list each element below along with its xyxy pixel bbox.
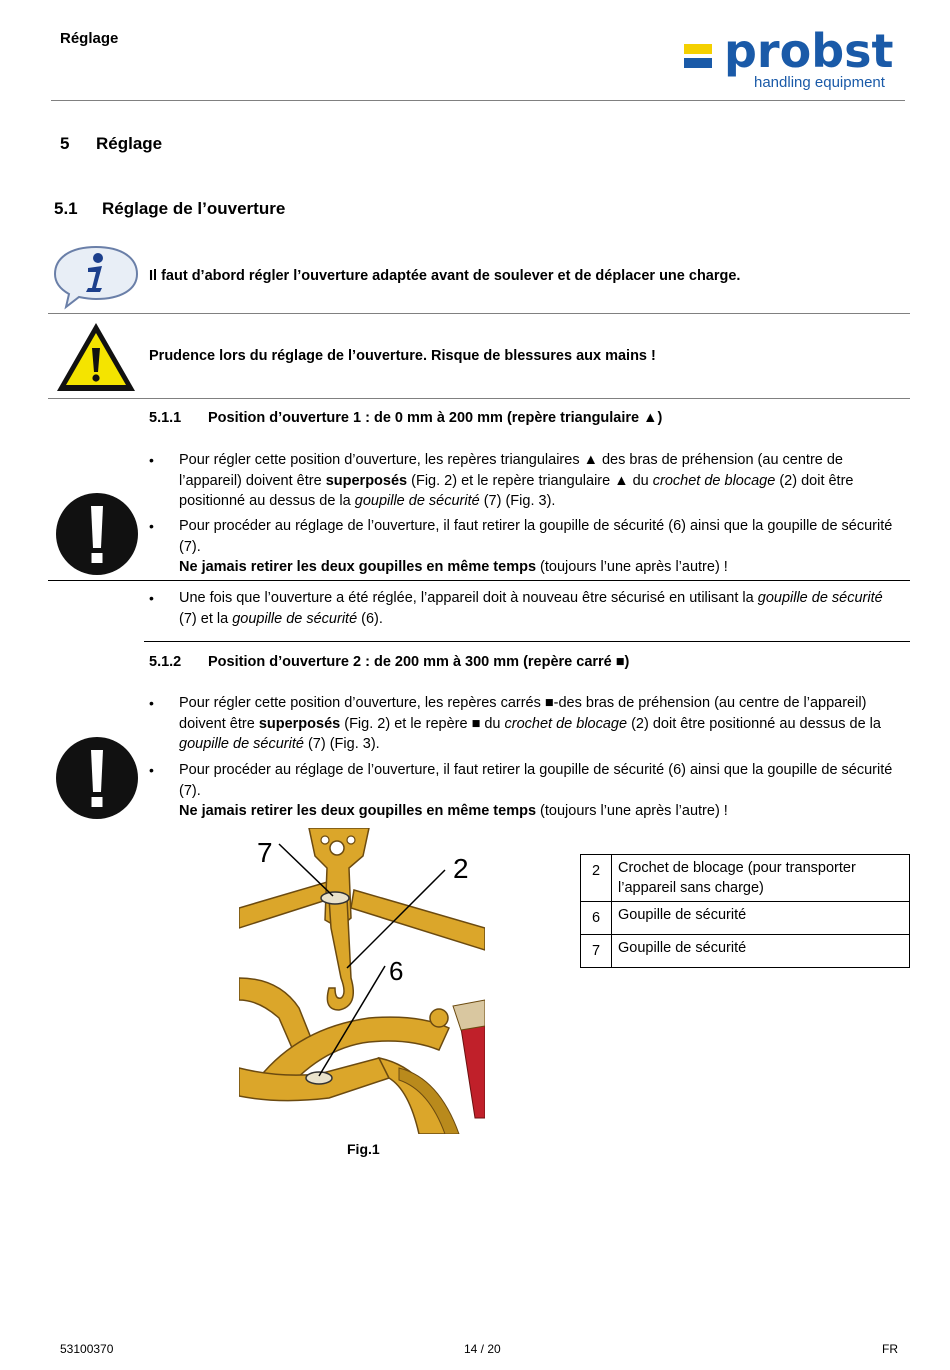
figure-caption: Fig.1	[347, 1141, 380, 1157]
sub1-bottom-rule	[144, 641, 910, 642]
legend-row	[581, 935, 910, 968]
legend-row	[581, 902, 910, 935]
bullet-marker: •	[149, 590, 154, 606]
text-run: (6).	[357, 610, 383, 627]
text-run: (Fig. 2) et le repère ■ du	[340, 715, 505, 732]
sub1-number: 5.1.1	[149, 410, 182, 426]
text-run: (2) doit être positionné au dessus de la	[627, 715, 881, 732]
text-run: Pour régler cette position d’ouverture, les repères triangulaires ▲ des bras de préhension (au centre de l’appareil) doivent être	[179, 452, 843, 489]
figure-1-illustration	[239, 828, 485, 1134]
subsection-number: 5.1	[54, 199, 78, 218]
legend-label: Goupille de sécurité	[612, 902, 910, 935]
text-run: (toujours l’une après l’autre) !	[536, 803, 728, 819]
text-run-italic: crochet de blocage	[504, 715, 628, 732]
legend-key: 7	[581, 935, 612, 968]
probst-logo	[684, 24, 896, 96]
text-run: (Fig. 2) et le repère triangulaire ▲ du	[407, 472, 653, 489]
header-title: Réglage	[60, 30, 119, 47]
legend-label: Goupille de sécurité	[612, 935, 910, 968]
info-icon	[52, 244, 140, 310]
sub1-bullet-3	[179, 588, 903, 629]
text-run: Pour procéder au réglage de l’ouverture, il faut retirer la goupille de sécurité (6) ainsi que la goupille de sécurité (7).	[179, 762, 893, 799]
text-run-bold: superposés	[325, 472, 408, 489]
text-run: (7) et la	[179, 610, 233, 627]
text-run-bold: Ne jamais retirer les deux goupilles en même temps	[179, 559, 537, 575]
sub2-number: 5.1.2	[149, 654, 182, 670]
text-run: (7) (Fig. 3).	[303, 736, 380, 752]
info-notice-text: Il faut d’abord régler l’ouverture adaptée avant de soulever et de déplacer une charge.	[149, 268, 741, 284]
info-notice-rule	[48, 313, 910, 314]
bullet-marker: •	[149, 762, 154, 778]
logo-blue-bar	[684, 58, 712, 68]
sub1-title: Position d’ouverture 1 : de 0 mm à 200 mm (repère triangulaire ▲)	[208, 410, 663, 426]
logo-word: probst	[724, 24, 894, 78]
sub1-heading	[149, 410, 662, 426]
footer-page-number: 14 / 20	[464, 1342, 501, 1356]
subsection-heading	[54, 199, 285, 219]
subsection-title: Réglage de l’ouverture	[102, 199, 286, 218]
text-run-bold: superposés	[258, 715, 341, 732]
sub2-title: Position d’ouverture 2 : de 200 mm à 300 mm (repère carré ■)	[208, 654, 630, 670]
text-run-italic: goupille de sécurité	[757, 590, 883, 606]
text-run: Pour procéder au réglage de l’ouverture, il faut retirer la goupille de sécurité (6) ainsi que la goupille de sécurité (7).	[179, 518, 893, 555]
section-heading	[60, 134, 162, 154]
mandatory-icon-2	[55, 736, 139, 820]
section-title: Réglage	[96, 134, 163, 153]
mandatory-icon-1	[55, 492, 139, 576]
text-run-italic: goupille de sécurité	[179, 736, 304, 752]
callout-7: 7	[257, 837, 273, 868]
logo-yellow-bar	[684, 44, 712, 54]
callout-2: 2	[453, 853, 469, 884]
bullet-marker: •	[149, 518, 154, 534]
text-run: Pour régler cette position d’ouverture, les repères carrés ■-des bras de préhension (au centre de l’appareil) doivent être	[179, 695, 867, 732]
legend-table	[580, 854, 910, 968]
warning-icon	[54, 320, 138, 394]
sub2-bullet-2	[179, 760, 903, 822]
sub2-heading	[149, 654, 629, 670]
bullet-marker: •	[149, 452, 154, 468]
warning-notice-rule	[48, 398, 910, 399]
footer-language: FR	[882, 1342, 898, 1356]
text-run: (7) (Fig. 3).	[479, 493, 556, 509]
section-number: 5	[60, 134, 70, 153]
sub2-bullet-1	[179, 693, 903, 755]
legend-row	[581, 855, 910, 902]
text-run-bold: Ne jamais retirer les deux goupilles en même temps	[179, 803, 537, 819]
text-run: Une fois que l’ouverture a été réglée, l’appareil doit à nouveau être sécurisé en utilisant la	[179, 590, 758, 606]
legend-label: Crochet de blocage (pour transporter l’appareil sans charge)	[612, 855, 910, 902]
sub1-bullet-2	[179, 516, 903, 578]
warning-notice-text: Prudence lors du réglage de l’ouverture. Risque de blessures aux mains !	[149, 348, 656, 364]
sub1-bullet-1	[179, 450, 903, 512]
header-rule	[51, 100, 905, 101]
text-run: (toujours l’une après l’autre) !	[536, 559, 728, 575]
legend-key: 6	[581, 902, 612, 935]
text-run: (2) doit être positionné au dessus de la	[179, 472, 854, 509]
text-run-italic: goupille de sécurité	[232, 610, 358, 627]
text-run-italic: crochet de blocage	[652, 472, 776, 489]
logo-subtitle: handling equipment	[754, 74, 885, 91]
bullet-marker: •	[149, 695, 154, 711]
footer-doc-number: 53100370	[60, 1342, 114, 1356]
callout-6: 6	[389, 956, 404, 986]
legend-key: 2	[581, 855, 612, 902]
sub1-rule	[48, 580, 910, 581]
text-run-italic: goupille de sécurité	[354, 493, 480, 509]
